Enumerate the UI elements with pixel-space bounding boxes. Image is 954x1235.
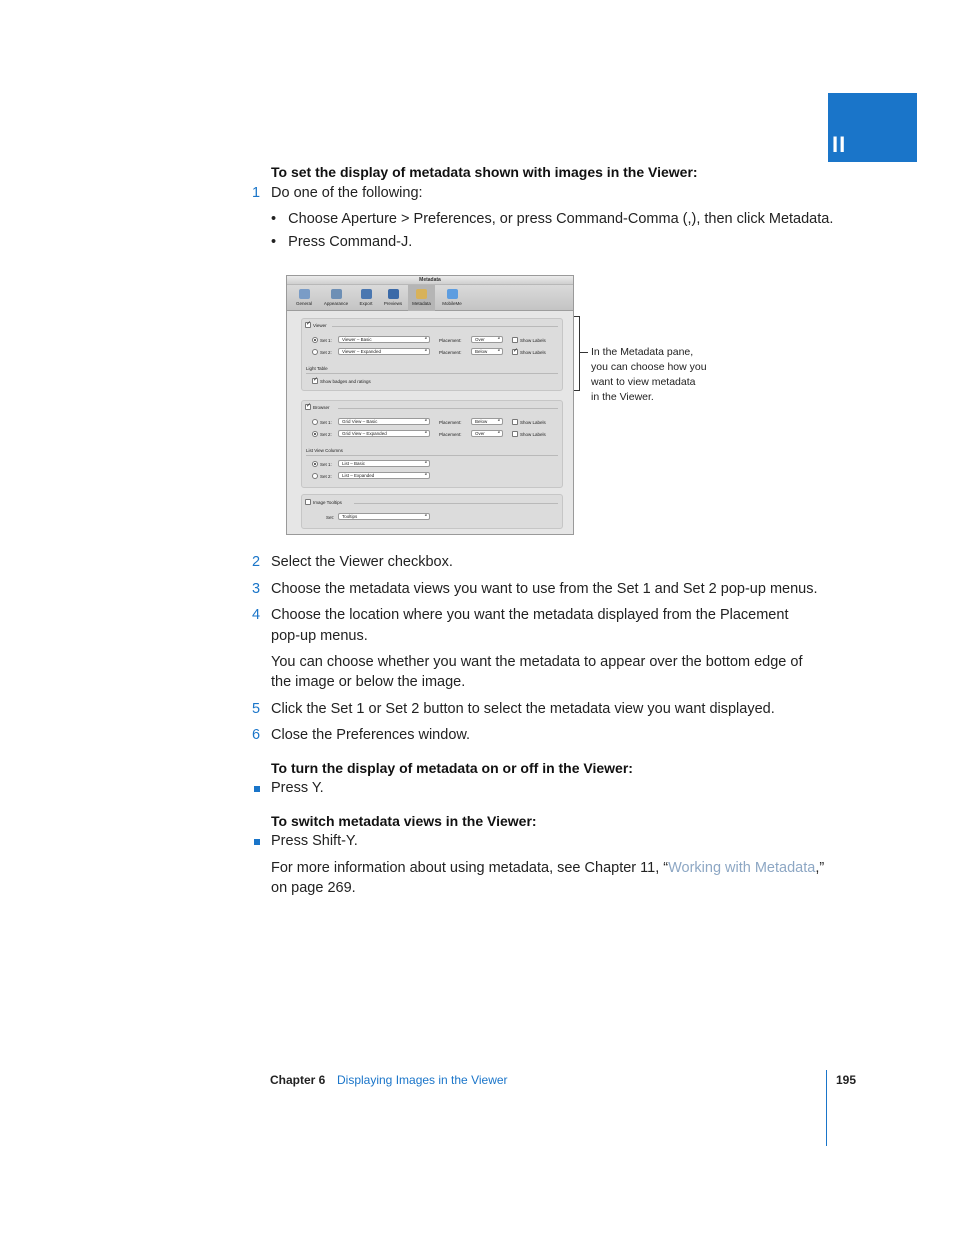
footer-divider [826,1070,827,1146]
list-set1-popup[interactable]: List – Basic ⇕ [338,460,430,467]
toolbar-appearance[interactable]: Appearance [319,285,353,311]
browser-show-labels1-checkbox[interactable] [512,419,518,425]
set-label: Set 2: [320,474,332,479]
callout-line: you can choose how you [591,361,707,373]
bullet-text: Press Y. [271,780,324,796]
step-number: 2 [252,554,261,570]
list-set1-radio[interactable] [312,461,318,467]
set-label: Set 1: [320,420,332,425]
list-view-columns-label: List View Columns [306,448,343,453]
step-number: 3 [252,581,261,597]
general-icon [299,289,310,299]
bullet-text: Press Command-J. [288,234,413,250]
toolbar-general[interactable]: General [291,285,317,311]
show-labels-label: Show Labels [520,350,546,355]
preferences-toolbar [287,285,573,311]
footer-chapter: Chapter 6 [270,1073,326,1087]
callout-line: in the Viewer. [591,391,654,403]
bullet-square-icon [254,839,260,845]
viewer-checkbox[interactable] [305,322,311,328]
step-note: the image or below the image. [271,674,466,690]
show-labels-label: Show Labels [520,432,546,437]
viewer-label: Viewer [313,323,327,328]
placement-label: Placement: [439,338,462,343]
browser-show-labels2-checkbox[interactable] [512,431,518,437]
viewer-placement2-popup[interactable]: Below ⇕ [471,348,503,355]
show-labels-label: Show Labels [520,338,546,343]
browser-checkbox[interactable] [305,404,311,410]
set-label: Set 2: [320,432,332,437]
step-number: 1 [252,185,261,201]
bullet-text: Choose Aperture > Preferences, or press Command-Comma (,), then click Metadata. [288,211,834,227]
set-label: Set 2: [320,350,332,355]
callout-pointer [580,352,588,353]
viewer-set1-radio[interactable] [312,337,318,343]
set-label: Set 1: [320,338,332,343]
light-table-label: Light Table [306,366,328,371]
browser-set1-popup[interactable]: Grid View – Basic ⇕ [338,418,430,425]
viewer-set1-popup[interactable]: Viewer – Basic ⇕ [338,336,430,343]
toolbar-metadata[interactable]: Metadata [408,285,435,311]
step-text: Do one of the following: [271,185,423,201]
section-heading-toggle-display: To turn the display of metadata on or off in the Viewer: [271,760,633,776]
part-tab-label: II [832,132,847,157]
bullet-item: • Press Command-J. [271,234,413,250]
list-set2-popup[interactable]: List – Expanded ⇕ [338,472,430,479]
browser-set1-radio[interactable] [312,419,318,425]
show-badges-label: Show badges and ratings [320,379,371,384]
section-heading-set-display: To set the display of metadata shown with images in the Viewer: [271,164,698,180]
image-tooltips-checkbox[interactable] [305,499,311,505]
part-tab [828,93,917,162]
more-info-text: on page 269. [271,880,356,896]
step-number: 4 [252,607,261,623]
placement-label: Placement: [439,432,462,437]
viewer-show-labels2-checkbox[interactable] [512,349,518,355]
browser-group [301,400,563,488]
step-note: You can choose whether you want the metadata to appear over the bottom edge of [271,654,803,670]
more-info-text: ,” [815,860,825,876]
browser-set2-radio[interactable] [312,431,318,437]
viewer-set2-popup[interactable]: Viewer – Expanded ⇕ [338,348,430,355]
toolbar-export[interactable]: Export [354,285,378,311]
step-text: Select the Viewer checkbox. [271,554,453,570]
footer-chapter-title[interactable]: Displaying Images in the Viewer [337,1073,508,1087]
step-text: Close the Preferences window. [271,727,471,743]
tooltips-set-label: Set: [326,515,335,520]
image-tooltips-label: Image Tooltips [313,500,342,505]
tooltips-set-popup[interactable]: Tooltips ⇕ [338,513,430,520]
step-text: Click the Set 1 or Set 2 button to select the metadata view you want displayed. [271,701,775,717]
callout-text [591,345,707,405]
window-title: Metadata [419,277,441,283]
bullet-text: Press Shift-Y. [271,833,358,849]
set-label: Set 1: [320,462,332,467]
more-info-paragraph [271,858,824,879]
toolbar-previews[interactable]: Previews [379,285,407,311]
metadata-preferences-window [286,275,574,535]
placement-label: Placement: [439,420,462,425]
list-set2-radio[interactable] [312,473,318,479]
mobileme-cloud-icon [447,289,458,299]
browser-placement2-popup[interactable]: Over ⇕ [471,430,503,437]
appearance-icon [331,289,342,299]
callout-line: In the Metadata pane, [591,346,694,358]
viewer-group [301,318,563,391]
show-badges-checkbox[interactable] [312,378,318,384]
more-info-text: For more information about using metadata, see Chapter 11, “ [271,860,669,876]
section-heading-switch-views: To switch metadata views in the Viewer: [271,813,537,829]
bullet-item: • Choose Aperture > Preferences, or press Command-Comma (,), then click Metadata. [271,211,834,227]
working-with-metadata-link[interactable]: Working with Metadata [668,860,816,876]
browser-placement1-popup[interactable]: Below ⇕ [471,418,503,425]
viewer-show-labels1-checkbox[interactable] [512,337,518,343]
show-labels-label: Show Labels [520,420,546,425]
image-tooltips-group [301,494,563,529]
callout-bracket [574,316,580,391]
bullet-square-icon [254,786,260,792]
placement-label: Placement: [439,350,462,355]
step-text: pop-up menus. [271,628,368,644]
step-text: Choose the location where you want the metadata displayed from the Placement [271,607,789,623]
toolbar-mobileme[interactable]: MobileMe [437,285,467,311]
step-number: 5 [252,701,261,717]
viewer-set2-radio[interactable] [312,349,318,355]
viewer-placement1-popup[interactable]: Over ⇕ [471,336,503,343]
previews-icon [388,289,399,299]
window-titlebar [287,276,573,285]
page-number: 195 [836,1073,857,1087]
browser-set2-popup[interactable]: Grid View – Expanded ⇕ [338,430,430,437]
metadata-icon [416,289,427,299]
step-text: Choose the metadata views you want to use from the Set 1 and Set 2 pop-up menus. [271,581,818,597]
step-number: 6 [252,727,261,743]
browser-label: Browser [313,405,330,410]
export-icon [361,289,372,299]
callout-line: want to view metadata [591,376,696,388]
